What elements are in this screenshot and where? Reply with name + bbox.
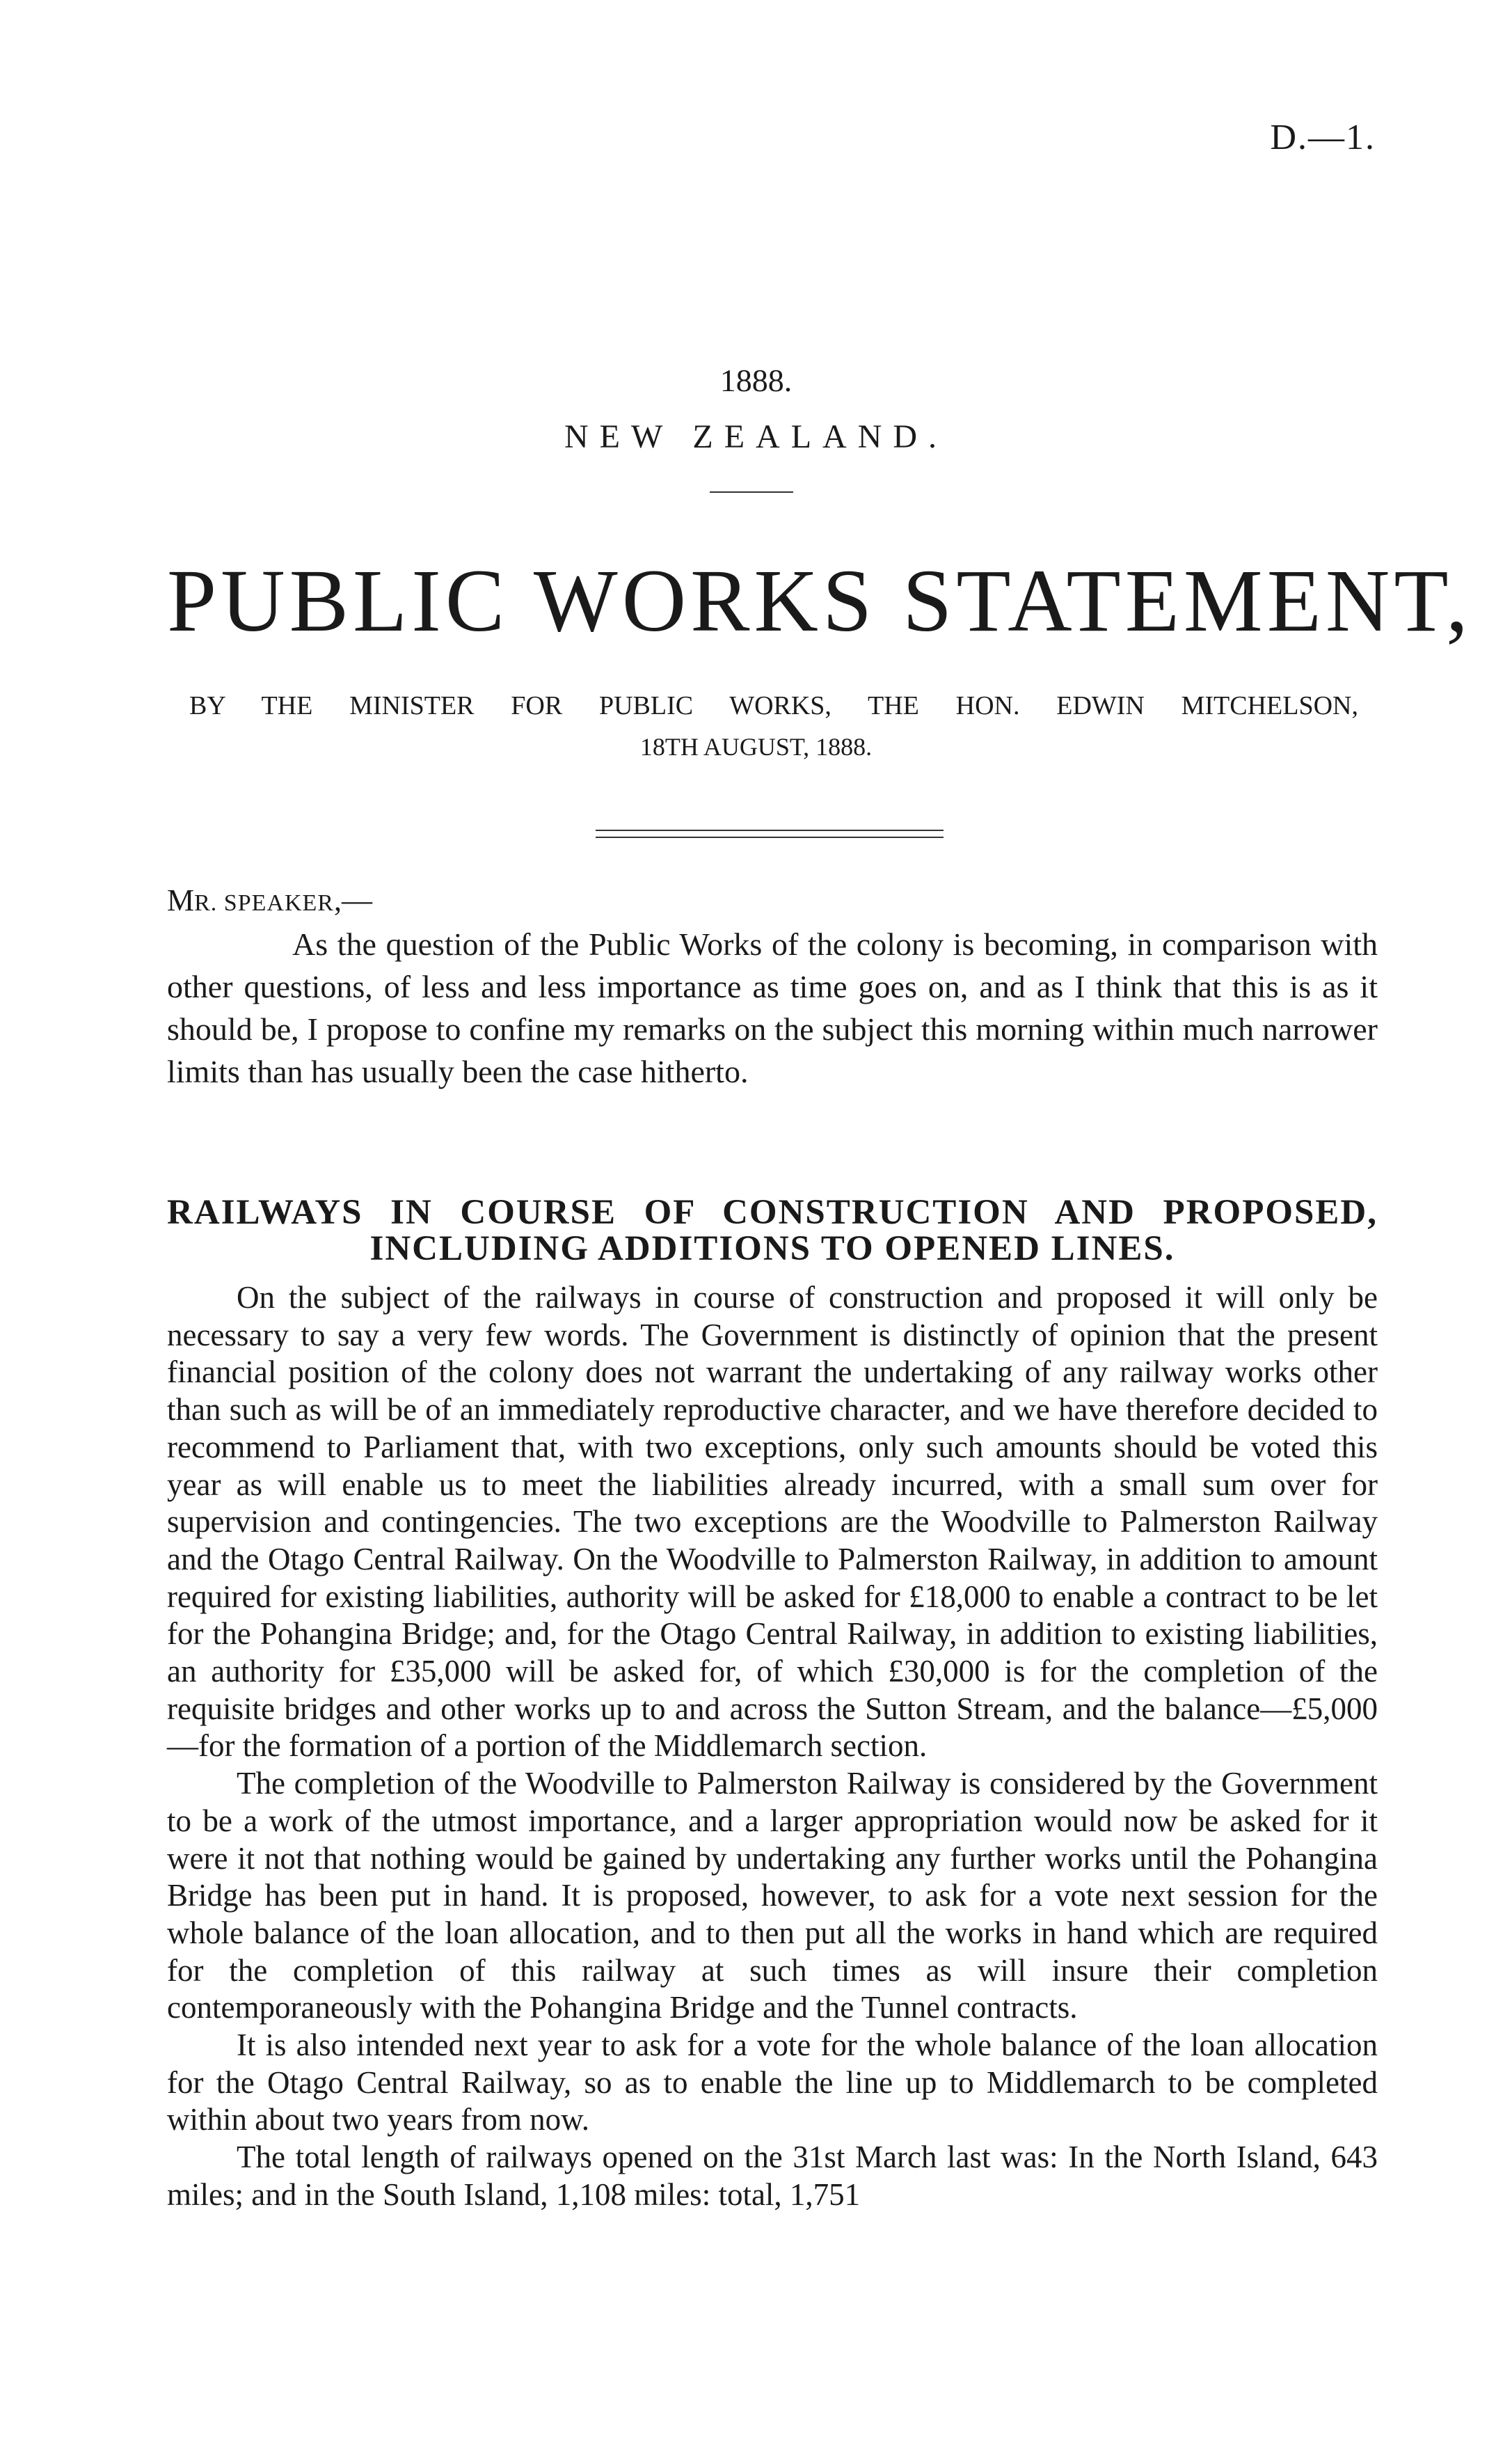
short-divider bbox=[710, 491, 793, 493]
section-heading: RAILWAYS IN COURSE OF CONSTRUCTION AND PROPOSED, INCLUDING ADDITIONS TO OPENED LINES. bbox=[167, 1193, 1378, 1268]
document-year: 1888. bbox=[719, 363, 793, 398]
salutation-prefix: M bbox=[167, 883, 195, 917]
document-title: PUBLIC WORKS STATEMENT, bbox=[167, 551, 1472, 650]
body-paragraph: The total length of railways opened on the 31st March last was: In the North Island, 643 miles; and in the South Island, 1,108 miles: total, 1,751 bbox=[167, 2140, 1378, 2212]
double-divider bbox=[596, 830, 944, 838]
country-heading: NEW ZEALAND. bbox=[564, 418, 948, 455]
salutation bbox=[167, 883, 372, 918]
intro-paragraph: As the question of the Public Works of the colony is becoming, in comparison with other questions, of less and less importance as time goes on, and as I think that this is as it should be, I propose to confine my remarks on the subject this morning within much narrower limits than has usually been the case hitherto. bbox=[167, 926, 1378, 1089]
salutation-smallcaps: R. SPEAKER bbox=[194, 890, 334, 916]
body-paragraph: The completion of the Woodville to Palmerston Railway is considered by the Government to be a work of the utmost importance, and a larger appropriation would now be asked for it were it not that nothing would be gained by undertaking any further works until the Pohangina Bridge has been put in hand. It is proposed, however, to ask for a vote next session for the whole balance of the loan allocation, and to then put all the works in hand which are required for the completion of this railway at such times as will insure their completion contemporaneously with the Pohangina Bridge and the Tunnel contracts. bbox=[167, 1766, 1378, 2025]
body-paragraph: On the subject of the railways in course of construction and proposed it will only be necessary to say a very few words. The Government is distinctly of opinion that the present financial position of the colony does not warrant the undertaking of any railway works other than such as will be of an immediately reproductive character, and we have therefore decided to recommend to Parliament that, with two exceptions, only such amounts should be voted this year as will enable us to meet the liabilities already incurred, with a small sum over for supervision and contingencies. The two exceptions are the Woodville to Palmerston Railway and the Otago Central Railway. On the Woodville to Palmerston Railway, in addition to amount required for existing liabilities, authority will be asked for £18,000 to enable a contract to be let for the Pohangina Bridge; and, for the Otago Central Railway, in addition to existing liabilities, an authority for £35,000 will be asked for, of which £30,000 is for the completion of the requisite bridges and other works up to and across the Sutton Stream, and the balance—£5,000—for the formation of a portion of the Middlemarch section. bbox=[167, 1280, 1378, 1764]
byline: BY THE MINISTER FOR PUBLIC WORKS, THE HON. EDWIN MITCHELSON, bbox=[189, 691, 1358, 720]
statement-date: 18TH AUGUST, 1888. bbox=[639, 733, 873, 761]
page-reference: D.—1. bbox=[1270, 118, 1376, 157]
body-text bbox=[167, 1279, 1378, 2214]
body-paragraph: It is also intended next year to ask for a vote for the whole balance of the loan allocation for the Otago Central Railway, so as to enable the line up to Middlemarch to be completed within about two years from now. bbox=[167, 2028, 1378, 2137]
salutation-suffix: ,— bbox=[333, 883, 372, 917]
